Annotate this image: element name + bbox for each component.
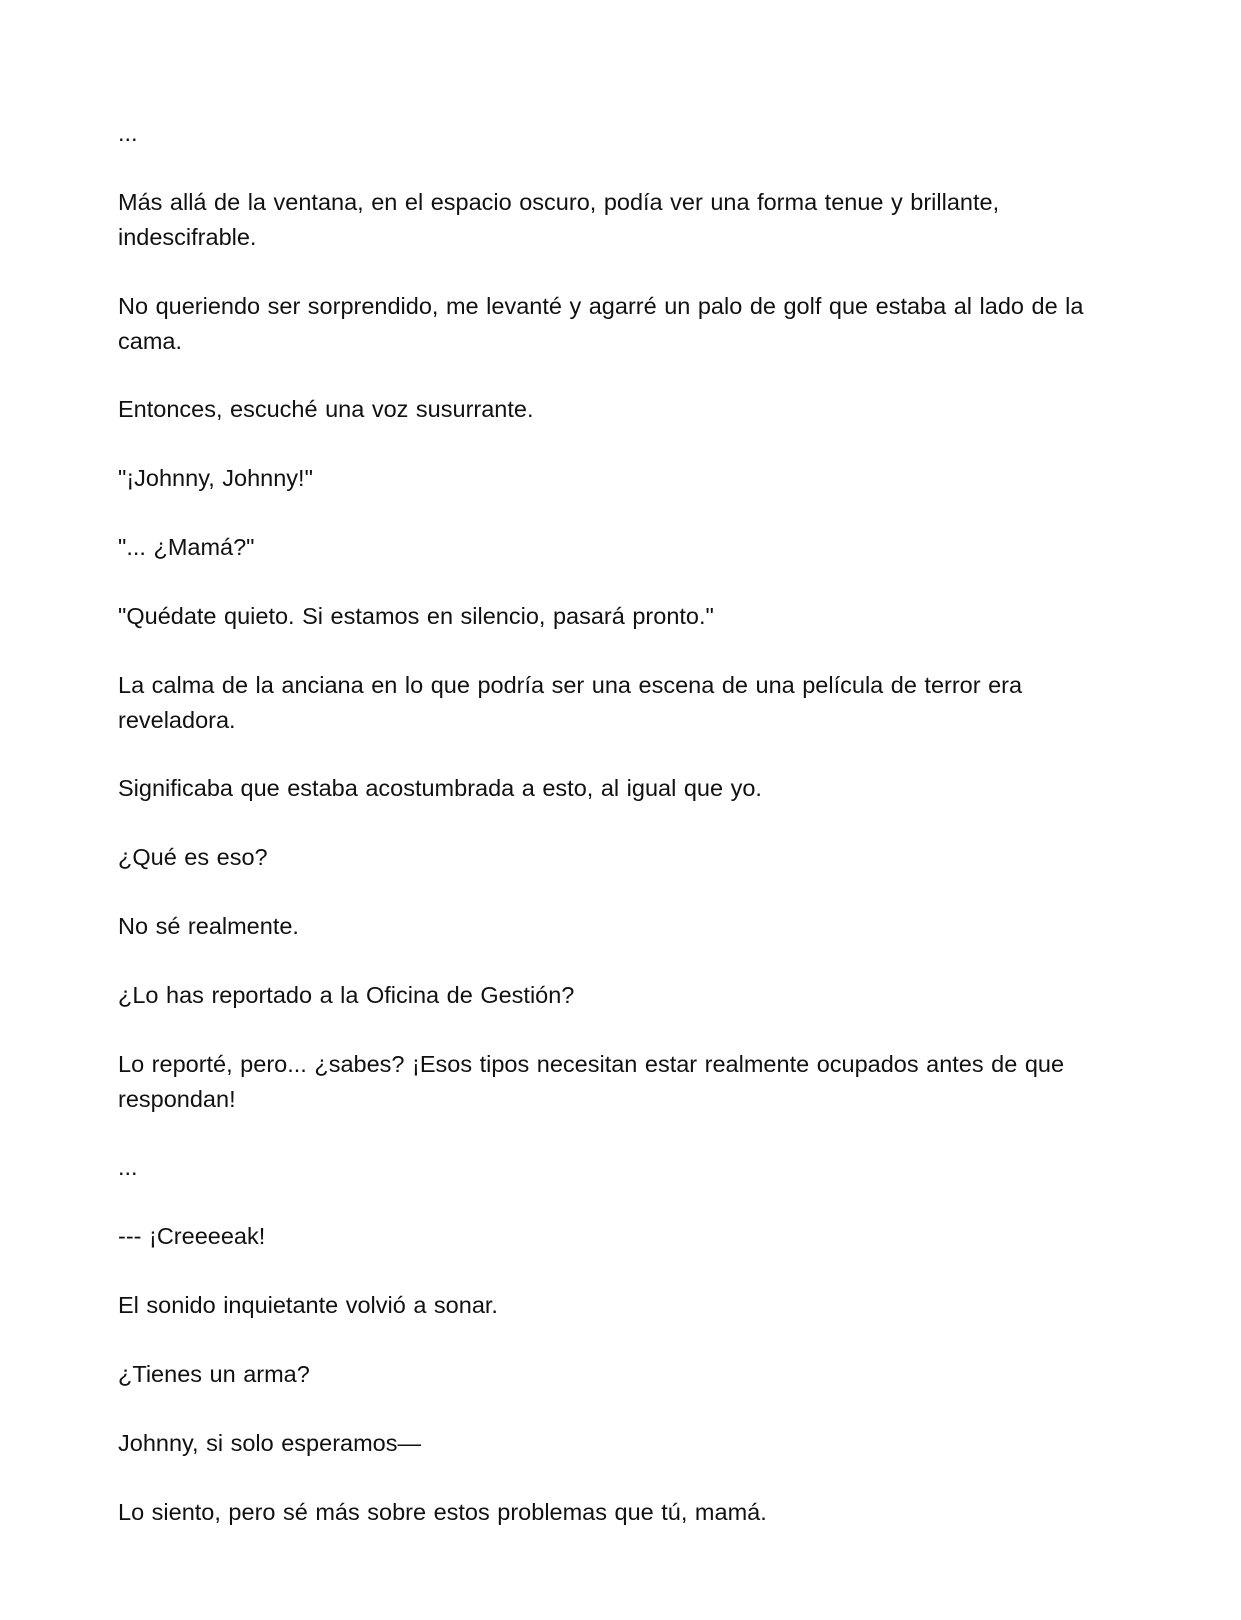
paragraph-5: "¡Johnny, Johnny!" (118, 465, 313, 491)
paragraph-13: Lo reporté, pero... ¿sabes? ¡Esos tipos necesitan estar realmente ocupados antes de que respondan! (118, 1051, 1065, 1112)
paragraph-3: No queriendo ser sorprendido, me levanté y agarré un palo de golf que estaba al lado de la cama. (118, 293, 1084, 354)
paragraph-17: ¿Tienes un arma? (118, 1361, 310, 1387)
paragraph-9: Significaba que estaba acostumbrada a esto, al igual que yo. (118, 775, 762, 801)
paragraph-1: ... (118, 120, 138, 146)
paragraph-15: --- ¡Creeeeak! (118, 1223, 266, 1249)
paragraph-6: "... ¿Mamá?" (118, 534, 255, 560)
paragraph-18: Johnny, si solo esperamos— (118, 1430, 421, 1456)
paragraph-12: ¿Lo has reportado a la Oficina de Gestión? (118, 982, 575, 1008)
paragraph-16: El sonido inquietante volvió a sonar. (118, 1292, 498, 1318)
paragraph-2: Más allá de la ventana, en el espacio oscuro, podía ver una forma tenue y brillante, indescifrable. (118, 189, 1000, 250)
paragraph-11: No sé realmente. (118, 913, 299, 939)
paragraph-10: ¿Qué es eso? (118, 844, 268, 870)
paragraph-8: La calma de la anciana en lo que podría ser una escena de una película de terror era reveladora. (118, 672, 1023, 733)
paragraph-4: Entonces, escuché una voz susurrante. (118, 396, 534, 422)
paragraph-7: "Quédate quieto. Si estamos en silencio, pasará pronto." (118, 603, 714, 629)
paragraph-14: ... (118, 1154, 138, 1180)
paragraph-19: Lo siento, pero sé más sobre estos problemas que tú, mamá. (118, 1499, 767, 1525)
